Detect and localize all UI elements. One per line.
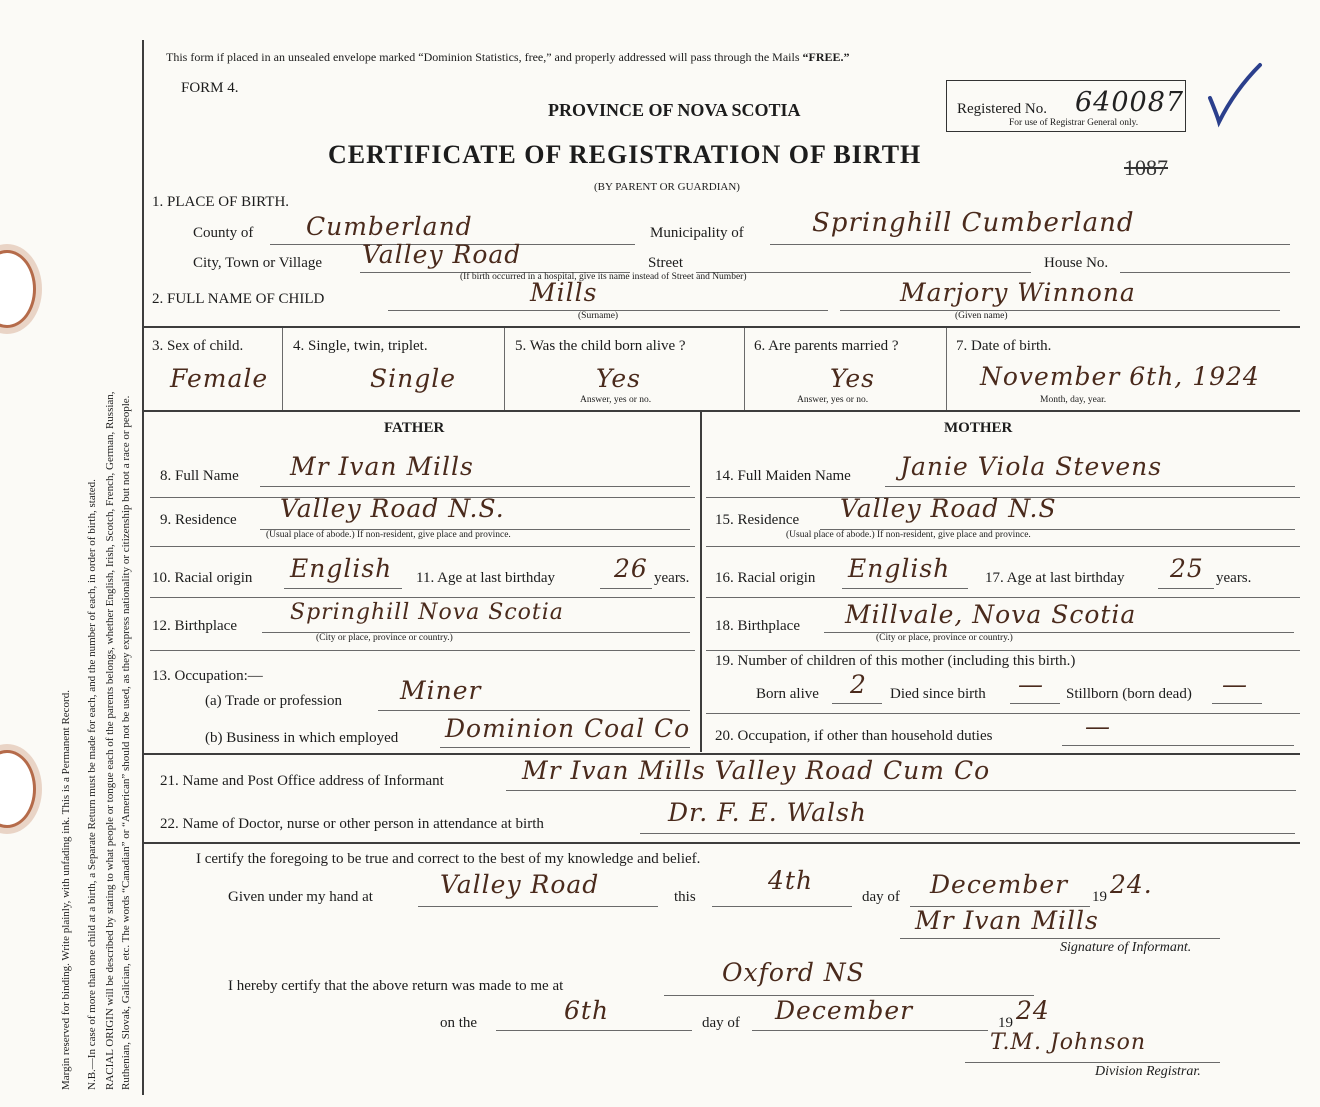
father-racial-label: 10. Racial origin xyxy=(152,570,253,586)
mother-name-label: 14. Full Maiden Name xyxy=(715,468,851,484)
father-business-label: (b) Business in which employed xyxy=(205,730,399,746)
father-heading: FATHER xyxy=(384,420,445,436)
county-value: Cumberland xyxy=(306,212,473,241)
mother-residence-value: Valley Road N.S xyxy=(840,494,1057,523)
surname-caption: (Surname) xyxy=(578,311,619,321)
stillborn-value: — xyxy=(1222,670,1248,699)
given-under-hand-label: Given under my hand at xyxy=(228,889,373,905)
doctor-line xyxy=(640,833,1295,834)
mailing-notice: This form if placed in an unsealed envelope marked “Dominion Statistics, free,” and properly addressed will pass through the Mails “FREE.” xyxy=(166,50,850,64)
child-surname-value: Mills xyxy=(530,278,598,307)
rule-after-child-details xyxy=(142,410,1300,412)
cert-month-value: December xyxy=(930,870,1069,899)
division-registrar-caption: Division Registrar. xyxy=(1095,1064,1201,1079)
father-name-line xyxy=(260,486,690,487)
child-name-label: 2. FULL NAME OF CHILD xyxy=(152,291,325,307)
father-trade-line xyxy=(378,710,690,711)
registrar-signature-line xyxy=(965,1062,1220,1063)
doctor-value: Dr. F. E. Walsh xyxy=(668,798,867,827)
binding-hole-top xyxy=(0,250,36,328)
registrar-month-value: December xyxy=(775,996,914,1025)
mother-name-line xyxy=(885,486,1295,487)
born-alive-value: Yes xyxy=(596,364,641,393)
cert-year-prefix: 19 xyxy=(1092,889,1107,905)
registrar-year-value: 24 xyxy=(1016,996,1050,1025)
father-age-line xyxy=(600,588,652,589)
parents-married-label: 6. Are parents married ? xyxy=(754,338,899,354)
parents-married-caption: Answer, yes or no. xyxy=(797,395,869,405)
registrar-statement: I hereby certify that the above return was made to me at xyxy=(228,978,564,994)
registered-number: 640087 xyxy=(1075,87,1185,118)
parents-married-value: Yes xyxy=(830,364,875,393)
mother-age-label: 17. Age at last birthday xyxy=(985,570,1125,586)
father-racial-value: English xyxy=(290,554,393,583)
mother-birthplace-value: Millvale, Nova Scotia xyxy=(845,600,1137,629)
father-trade-value: Miner xyxy=(400,676,482,705)
form-left-border xyxy=(142,40,144,1095)
date-of-birth-caption: Month, day, year. xyxy=(1040,395,1107,405)
municipality-line xyxy=(770,244,1290,245)
registrar-dayof-label: day of xyxy=(702,1015,740,1031)
rule-after-child xyxy=(142,326,1300,328)
informant-signature: Mr Ivan Mills xyxy=(915,906,1099,935)
stillborn-label: Stillborn (born dead) xyxy=(1066,686,1192,702)
street-label: Street xyxy=(648,255,683,271)
mother-racial-line xyxy=(842,588,968,589)
mother-occupation-value: — xyxy=(1085,712,1111,741)
father-occupation-label: 13. Occupation:— xyxy=(152,668,263,684)
city-label: City, Town or Village xyxy=(193,255,323,271)
informant-signature-caption: Signature of Informant. xyxy=(1060,940,1192,955)
city-value: Valley Road xyxy=(362,240,522,269)
mother-racial-rule xyxy=(706,597,1300,598)
father-residence-label: 9. Residence xyxy=(160,512,237,528)
mother-name-value: Janie Viola Stevens xyxy=(900,452,1163,481)
stillborn-line xyxy=(1212,703,1262,704)
informant-label: 21. Name and Post Office address of Informant xyxy=(160,773,444,789)
cert-year-value: 24. xyxy=(1110,870,1153,899)
col-div-4 xyxy=(946,328,947,410)
registrar-year-prefix: 19 xyxy=(998,1015,1013,1031)
page-subtitle: (BY PARENT OR GUARDIAN) xyxy=(594,181,740,193)
father-birthplace-rule xyxy=(150,650,695,651)
municipality-value: Springhill Cumberland xyxy=(812,208,1135,238)
father-business-value: Dominion Coal Co xyxy=(445,714,691,743)
informant-signature-line xyxy=(900,938,1220,939)
house-label: House No. xyxy=(1044,255,1109,271)
hospital-note: (If birth occurred in a hospital, give its name instead of Street and Number) xyxy=(460,272,747,282)
died-since-birth-line xyxy=(1010,703,1060,704)
mother-age-value: 25 xyxy=(1170,554,1204,583)
mother-birthplace-caption: (City or place, province or country.) xyxy=(876,633,1013,643)
registered-label: Registered No. xyxy=(957,101,1047,117)
place-of-birth-label: 1. PLACE OF BIRTH. xyxy=(152,194,290,210)
county-label: County of xyxy=(193,225,254,241)
informant-value: Mr Ivan Mills Valley Road Cum Co xyxy=(522,756,991,785)
mother-birthplace-rule xyxy=(706,650,1300,651)
col-div-3 xyxy=(744,328,745,410)
father-name-label: 8. Full Name xyxy=(160,468,239,484)
given-place-line xyxy=(418,906,658,907)
father-birthplace-caption: (City or place, province or country.) xyxy=(316,633,453,643)
informant-line xyxy=(506,790,1296,791)
born-alive-label: 5. Was the child born alive ? xyxy=(515,338,686,354)
province-heading: PROVINCE OF NOVA SCOTIA xyxy=(548,100,801,120)
registrar-on-the-label: on the xyxy=(440,1015,478,1031)
father-residence-rule xyxy=(150,546,695,547)
registrar-day-line xyxy=(496,1030,692,1031)
given-name-line xyxy=(840,310,1280,311)
child-given-name-value: Marjory Winnona xyxy=(900,278,1136,307)
certify-statement: I certify the foregoing to be true and correct to the best of my knowledge and belief. xyxy=(196,851,701,867)
father-name-value: Mr Ivan Mills xyxy=(290,452,474,481)
margin-note-racial-origin-cont: Ruthenian, Slovak, Galician, etc. The words “Canadian” or “American” should not be used, as they express nationality or citizenship but not a race or people. xyxy=(120,395,132,1090)
father-mother-divider xyxy=(700,412,702,752)
father-residence-caption: (Usual place of abode.) If non-resident, give place and province. xyxy=(266,530,511,540)
registrar-month-line xyxy=(752,1030,988,1031)
died-since-birth-label: Died since birth xyxy=(890,686,986,702)
registrar-note: For use of Registrar General only. xyxy=(1009,118,1139,128)
born-alive-line xyxy=(832,703,882,704)
mother-children-label: 19. Number of children of this mother (including this birth.) xyxy=(715,653,1076,669)
plurality-value: Single xyxy=(370,364,457,393)
mother-occupation-line xyxy=(1062,745,1294,746)
binding-hole-bottom xyxy=(0,750,36,828)
mother-age-line xyxy=(1158,588,1214,589)
mother-residence-label: 15. Residence xyxy=(715,512,800,528)
mother-heading: MOTHER xyxy=(944,420,1013,436)
margin-note-racial-origin: RACIAL ORIGIN will be described by stating to what people or tongue each of the parents belongs, whether English, Irish, Scotch, French, German, Russian, xyxy=(104,391,116,1090)
mother-occupation-label: 20. Occupation, if other than household duties xyxy=(715,728,993,744)
mother-residence-rule xyxy=(706,546,1300,547)
crossed-out-number: 1087 xyxy=(1124,155,1168,180)
born-alive-count-value: 2 xyxy=(850,670,867,699)
given-name-caption: (Given name) xyxy=(955,311,1008,321)
date-of-birth-label: 7. Date of birth. xyxy=(956,338,1052,354)
municipality-label: Municipality of xyxy=(650,225,744,241)
father-racial-line xyxy=(284,588,402,589)
col-div-2 xyxy=(504,328,505,410)
rule-after-parents xyxy=(142,753,1300,755)
registrar-signature: T.M. Johnson xyxy=(990,1030,1147,1055)
given-place-value: Valley Road xyxy=(440,870,600,899)
this-label: this xyxy=(674,889,696,905)
margin-note-binding: Margin reserved for binding. Write plainly, with unfading ink. This is a Permanent Record. xyxy=(60,690,72,1090)
mother-children-rule xyxy=(706,713,1300,714)
registrar-place-value: Oxford NS xyxy=(722,958,865,987)
mother-racial-value: English xyxy=(848,554,951,583)
house-line xyxy=(1120,272,1290,273)
rule-before-certification xyxy=(142,842,1300,844)
father-age-value: 26 xyxy=(614,554,648,583)
died-since-birth-value: — xyxy=(1018,670,1044,699)
father-birthplace-value: Springhill Nova Scotia xyxy=(290,600,564,625)
cert-dayof-label: day of xyxy=(862,889,900,905)
father-years-label: years. xyxy=(654,570,690,586)
form-number: FORM 4. xyxy=(181,80,239,96)
cert-day-value: 4th xyxy=(768,866,814,895)
mother-residence-caption: (Usual place of abode.) If non-resident, give place and province. xyxy=(786,530,1031,540)
margin-note-multiple-births: N.B.—In case of more than one child at a birth, a Separate Return must be made for each, and the number of each, in order of birth, stated. xyxy=(86,479,98,1090)
mother-racial-label: 16. Racial origin xyxy=(715,570,816,586)
mother-years-label: years. xyxy=(1216,570,1252,586)
father-business-line xyxy=(440,747,690,748)
registered-number-box xyxy=(946,80,1186,132)
father-residence-value: Valley Road N.S. xyxy=(280,494,505,523)
father-trade-label: (a) Trade or profession xyxy=(205,693,343,709)
mother-birthplace-label: 18. Birthplace xyxy=(715,618,800,634)
father-birthplace-label: 12. Birthplace xyxy=(152,618,237,634)
date-of-birth-value: November 6th, 1924 xyxy=(980,362,1260,391)
check-mark-icon xyxy=(1205,60,1265,130)
born-alive-caption: Answer, yes or no. xyxy=(580,395,652,405)
page-title: CERTIFICATE OF REGISTRATION OF BIRTH xyxy=(328,140,922,169)
registrar-day-value: 6th xyxy=(564,996,610,1025)
col-div-1 xyxy=(282,328,283,410)
father-age-label: 11. Age at last birthday xyxy=(416,570,555,586)
born-alive-count-label: Born alive xyxy=(756,686,819,702)
sex-value: Female xyxy=(170,364,269,393)
cert-day-line xyxy=(712,906,852,907)
plurality-label: 4. Single, twin, triplet. xyxy=(293,338,428,354)
sex-label: 3. Sex of child. xyxy=(152,338,244,354)
father-racial-rule xyxy=(150,597,695,598)
doctor-label: 22. Name of Doctor, nurse or other person in attendance at birth xyxy=(160,816,544,832)
